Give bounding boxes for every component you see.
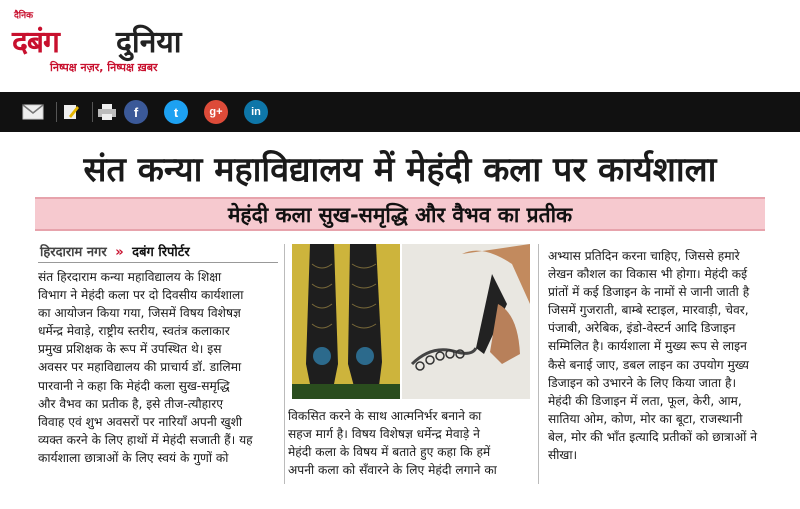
text-line: पारवानी ने कहा कि मेहंदी कला सुख-समृद्धि — [38, 378, 230, 393]
text-line: बेल, मोर की भाँत इत्यादि प्रतीकों को छात्राओं ने — [548, 429, 757, 444]
google-plus-icon[interactable]: g+ — [204, 100, 228, 124]
mail-icon[interactable] — [20, 100, 46, 124]
article-photo — [292, 244, 530, 399]
article-headline: संत कन्या महाविद्यालय में मेहंदी कला पर कार्यशाला — [83, 150, 717, 190]
mehndi-hands-image — [292, 244, 400, 399]
text-line: अवसर पर महाविद्यालय की प्राचार्य डॉ. डालिमा — [38, 360, 242, 375]
text-line: कार्यशाला छात्राओं के लिए स्वयं के गुणों को — [38, 450, 229, 465]
text-line: कैसे बनाई जाए, डबल लाइन का उपयोग मुख्य — [548, 357, 749, 372]
article-column-2 — [288, 407, 528, 479]
mehndi-cone-image — [402, 244, 530, 399]
text-line: डिजाइन को उभारने के लिए किया जाता है। — [548, 375, 737, 390]
byline-divider — [38, 262, 278, 263]
article-column-1 — [38, 268, 280, 467]
byline-place: हिरदाराम नगर — [40, 245, 107, 260]
text-line: मेहंदी कला के विषय में बताते हुए कहा कि हमें — [288, 445, 491, 460]
text-line: विकसित करने के साथ आत्मनिर्भर बनाने का — [288, 409, 482, 423]
text-line: सहज मार्ग है। विषय विशेषज्ञ धर्मेन्द्र मेवाड़े ने — [288, 427, 480, 442]
text-line: पंजाबी, अरेबिक, इंडो-वेस्टर्न आदि डिजाइन — [548, 321, 736, 336]
text-line: सातिया ओम, कोण, मोर का बूटा, राजस्थानी — [548, 411, 743, 426]
edit-icon[interactable] — [58, 100, 84, 124]
text-line: मेहंदी की डिजाइन में लता, फूल, केरी, आम, — [548, 393, 742, 408]
masthead — [0, 0, 800, 92]
text-line: प्रांतों में कई डिजाइन के नामों से जानी जाती है — [548, 285, 750, 300]
text-line: अभ्यास प्रतिदिन करना चाहिए, जिससे हमारे — [548, 249, 740, 263]
text-line: संत हिरदाराम कन्या महाविद्यालय के शिक्षा — [38, 270, 222, 284]
article-subhead: मेहंदी कला सुख-समृद्धि और वैभव का प्रतीक — [227, 203, 573, 227]
column-divider — [284, 244, 285, 484]
text-line: विवाह एवं शुभ अवसरों पर नारियाँ अपनी खुशी — [38, 414, 243, 429]
twitter-icon[interactable]: t — [164, 100, 188, 124]
text-line: व्यक्त करने के लिए हाथों में मेहंदी सजाती हैं। यह — [38, 432, 253, 447]
text-line: सम्मिलित है। कार्यशाला में मुख्य रूप से लाइन — [548, 339, 747, 354]
article-column-3 — [548, 247, 780, 464]
byline — [40, 242, 190, 260]
logo-small-label: दैनिक — [14, 11, 34, 21]
text-line: धर्मेन्द्र मेवाड़े, राष्ट्रीय स्तरीय, स्वतंत्र कलाकार — [38, 324, 230, 339]
text-line: सीखा। — [548, 448, 578, 463]
byline-reporter: दबंग रिपोर्टर — [132, 245, 190, 260]
column-divider — [538, 244, 539, 484]
logo-dabang: दबंग — [12, 25, 59, 60]
text-line: और वैभव का प्रतीक है, इसे तीज-त्यौहारए — [38, 396, 223, 411]
text-line: का आयोजन किया गया, जिसमें विषय विशेषज्ञ — [38, 306, 241, 321]
share-toolbar — [0, 92, 800, 132]
subhead-bar — [35, 197, 765, 231]
linkedin-icon[interactable]: in — [244, 100, 268, 124]
print-icon[interactable] — [94, 100, 120, 124]
facebook-icon[interactable]: f — [124, 100, 148, 124]
text-line: लेखन कौशल का विकास भी होगा। मेहंदी कई — [548, 267, 748, 282]
logo-duniya: दुनिया — [116, 25, 182, 60]
byline-arrow: » — [115, 245, 124, 260]
text-line: अपनी कला को सँवारने के लिए मेहंदी लगाने का — [288, 463, 497, 478]
text-line: जिसमें गुजराती, बाम्बे स्टाइल, मारवाड़ी, चेवर, — [548, 303, 749, 318]
text-line: विभाग ने मेहंदी कला पर दो दिवसीय कार्यशाला — [38, 288, 244, 303]
tagline: निष्पक्ष नज़र, निष्पक्ष ख़बर — [50, 61, 158, 74]
text-line: प्रमुख प्रशिक्षक के रूप में उपस्थित थे। इस — [38, 342, 222, 357]
